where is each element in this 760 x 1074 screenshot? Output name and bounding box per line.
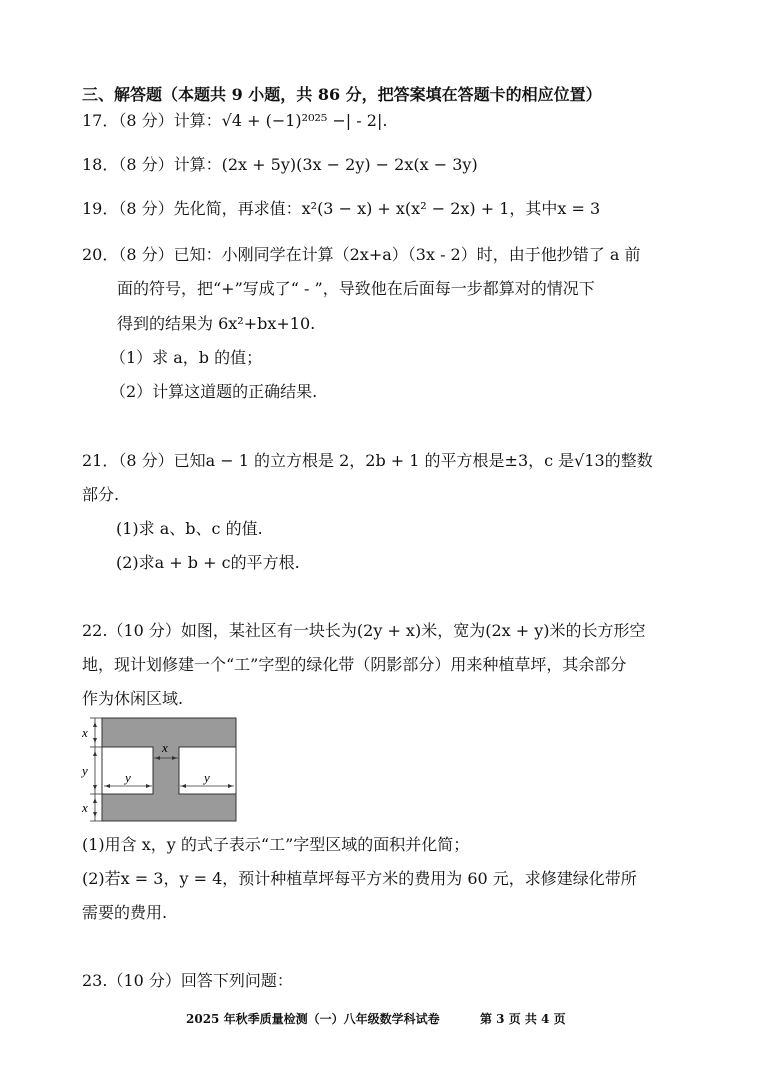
question-22-part2-line1: (2)若x = 3，y = 4，预计种植草坪每平方米的费用为 60 元，求修建绿化带所 [82,869,637,888]
question-22-part2-line2: 需要的费用. [82,903,168,922]
question-17: 17．（8 分）计算：√4 + (−1)²⁰²⁵ −| - 2|. [82,111,388,130]
label-x-bottom: x [82,800,88,815]
question-20-line1: 20．（8 分）已知：小刚同学在计算（2x+a）（3x - 2）时，由于他抄错了 a 前 [82,245,641,264]
green-belt-shape [102,718,236,821]
question-23: 23.（10 分）回答下列问题： [82,971,293,990]
section-title: 三、解答题（本题共 9 小题，共 86 分，把答案填在答题卡的相应位置） [82,85,602,104]
label-x-middle: x [162,740,168,755]
label-y-inner-right: y [204,770,210,785]
question-20-part2: （2）计算这道题的正确结果. [110,382,318,401]
question-22-line3: 作为休闲区域. [82,689,184,708]
label-x-top: x [82,725,88,740]
question-19: 19．（8 分）先化简，再求值：x²(3 − x) + x(x² − 2x) + 1，其中x = 3 [82,199,601,218]
question-20-line2: 面的符号，把“+”写成了“ - ”，导致他在后面每一步都算对的情况下 [117,279,595,298]
footer-exam-title: 2025 年秋季质量检测（一）八年级数学科试卷 [186,1012,440,1026]
question-21-part1: (1)求 a、b、c 的值. [116,519,263,538]
label-y-left: y [82,763,88,778]
question-22-line2: 地，现计划修建一个“工”字型的绿化带（阴影部分）用来种植草坪，其余部分 [82,655,627,674]
question-22-part1: (1)用含 x，y 的式子表示“工”字型区域的面积并化简； [82,835,470,854]
question-20-line3: 得到的结果为 6x²+bx+10. [117,314,316,333]
question-22-line1: 22.（10 分）如图，某社区有一块长为(2y + x)米，宽为(2x + y)米的长方形空 [82,621,646,640]
question-18: 18．（8 分）计算：(2x + 5y)(3x − 2y) − 2x(x − 3y) [82,155,478,174]
footer-page-number: 第 3 页 共 4 页 [480,1012,566,1026]
question-21-line1: 21．（8 分）已知a − 1 的立方根是 2，2b + 1 的平方根是±3，c 是√13的整数 [82,451,653,470]
question-21-line2: 部分. [82,485,120,504]
label-y-inner-left: y [125,770,131,785]
i-shape-figure [80,716,240,826]
question-20-part1: （1）求 a，b 的值； [110,348,263,367]
question-21-part2: (2)求a + b + c的平方根. [116,553,300,572]
